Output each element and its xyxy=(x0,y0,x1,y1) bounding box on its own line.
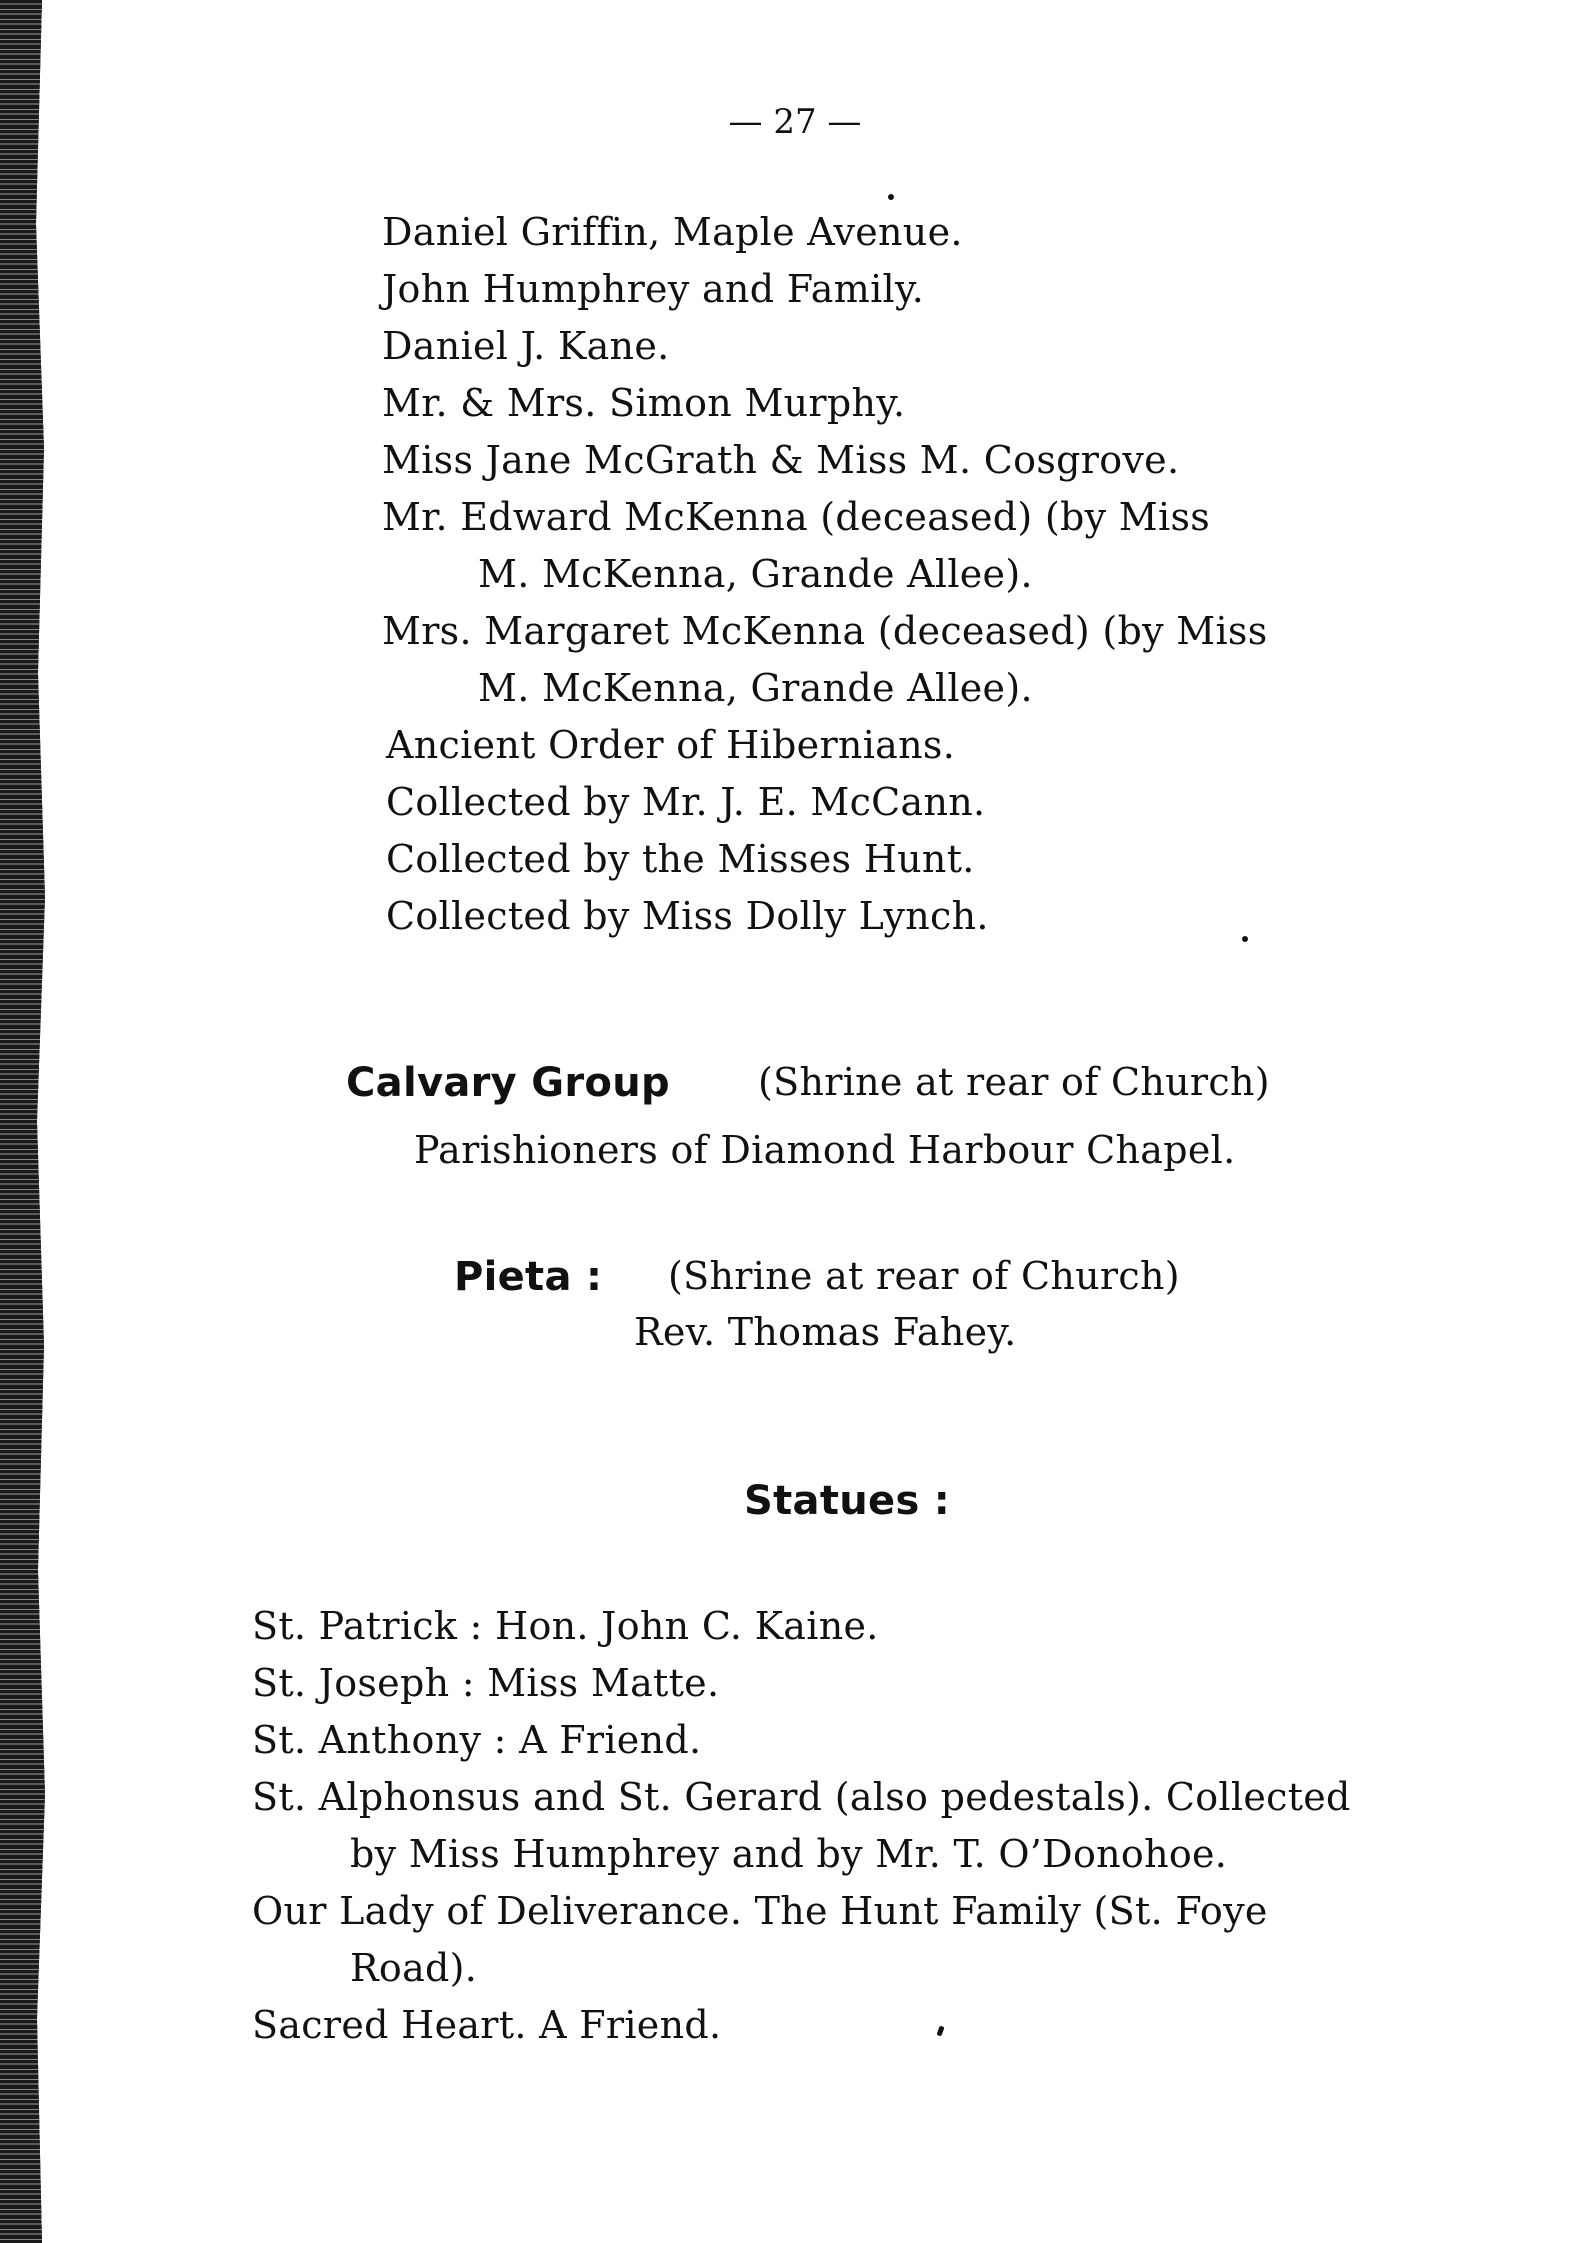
donor-line: Mr. Edward McKenna (deceased) (by Miss xyxy=(382,495,1211,539)
statue-line: St. Patrick : Hon. John C. Kaine. xyxy=(252,1604,879,1648)
donor-line: Miss Jane McGrath & Miss M. Cosgrove. xyxy=(382,438,1180,482)
ink-speck xyxy=(1242,936,1248,942)
pieta-donor: Rev. Thomas Fahey. xyxy=(634,1310,1017,1354)
donor-line: Daniel Griffin, Maple Avenue. xyxy=(382,210,963,254)
ink-speck xyxy=(888,194,894,200)
statue-line: Sacred Heart. A Friend. xyxy=(252,2003,722,2047)
ink-speck xyxy=(936,2025,944,2036)
statue-line: St. Anthony : A Friend. xyxy=(252,1718,702,1762)
calvary-heading: Calvary Group xyxy=(346,1060,670,1106)
donor-line: Ancient Order of Hibernians. xyxy=(386,723,956,767)
statues-heading: Statues : xyxy=(744,1478,951,1524)
donor-line: Collected by Miss Dolly Lynch. xyxy=(386,894,989,938)
calvary-note: (Shrine at rear of Church) xyxy=(758,1060,1270,1104)
donor-line-continuation: M. McKenna, Grande Allee). xyxy=(478,666,1033,710)
pieta-note: (Shrine at rear of Church) xyxy=(668,1254,1180,1298)
donor-line: Mrs. Margaret McKenna (deceased) (by Miss xyxy=(382,609,1268,653)
donor-line-continuation: M. McKenna, Grande Allee). xyxy=(478,552,1033,596)
donor-line: Daniel J. Kane. xyxy=(382,324,670,368)
statue-line-continuation: Road). xyxy=(350,1946,478,1990)
donor-line: Collected by the Misses Hunt. xyxy=(386,837,975,881)
donor-line: John Humphrey and Family. xyxy=(382,267,925,311)
statue-line-continuation: by Miss Humphrey and by Mr. T. O’Donohoe. xyxy=(350,1832,1228,1876)
pieta-heading: Pieta : xyxy=(454,1254,603,1300)
statue-line: St. Joseph : Miss Matte. xyxy=(252,1661,720,1705)
donor-line: Collected by Mr. J. E. McCann. xyxy=(386,780,986,824)
page-binding-edge xyxy=(0,0,46,2243)
page-number: — 27 — xyxy=(728,102,862,142)
statue-line: St. Alphonsus and St. Gerard (also pedestals). Collected xyxy=(252,1775,1351,1819)
statue-line: Our Lady of Deliverance. The Hunt Family (St. Foye xyxy=(252,1889,1268,1933)
calvary-donor: Parishioners of Diamond Harbour Chapel. xyxy=(414,1128,1236,1172)
donor-line: Mr. & Mrs. Simon Murphy. xyxy=(382,381,906,425)
